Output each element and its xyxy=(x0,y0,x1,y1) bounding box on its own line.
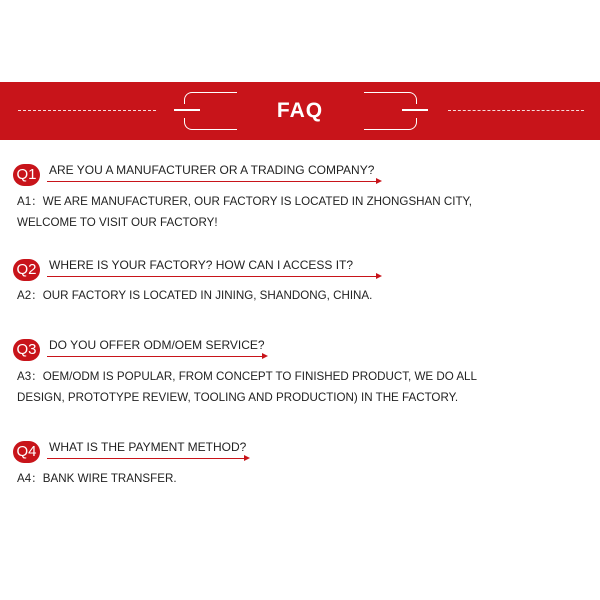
question-underline-arrow xyxy=(47,276,380,277)
question-badge: Q3 xyxy=(13,339,40,361)
faq-question-row xyxy=(0,337,600,363)
faq-question-row xyxy=(0,162,600,188)
question-text: WHAT IS THE PAYMENT METHOD? xyxy=(49,440,247,454)
faq-item xyxy=(0,257,600,302)
faq-item xyxy=(0,337,600,404)
answer-text: A2：OUR FACTORY IS LOCATED IN JINING, SHANDONG, CHINA. xyxy=(17,289,373,302)
page-title: FAQ xyxy=(276,99,324,122)
question-underline-arrow xyxy=(47,181,380,182)
question-underline-arrow xyxy=(47,356,266,357)
question-text: WHERE IS YOUR FACTORY? HOW CAN I ACCESS IT? xyxy=(49,258,354,272)
question-text: ARE YOU A MANUFACTURER OR A TRADING COMPANY? xyxy=(49,163,375,177)
faq-item xyxy=(0,439,600,485)
question-badge: Q4 xyxy=(13,441,40,463)
faq-question-row xyxy=(0,439,600,465)
question-text: DO YOU OFFER ODM/OEM SERVICE? xyxy=(49,338,265,352)
question-badge: Q2 xyxy=(13,259,40,281)
question-underline-arrow xyxy=(47,458,248,459)
answer-text: A4：BANK WIRE TRANSFER. xyxy=(17,472,177,485)
faq-header-banner xyxy=(0,82,600,140)
faq-item xyxy=(0,162,600,229)
answer-text: A1：WE ARE MANUFACTURER, OUR FACTORY IS LOCATED IN ZHONGSHAN CITY, WELCOME TO VISIT OUR FACTORY! xyxy=(17,195,473,229)
answer-text: A3：OEM/ODM IS POPULAR, FROM CONCEPT TO FINISHED PRODUCT, WE DO ALL DESIGN, PROTOTYPE REVIEW, TOOLING AND PRODUCTION) IN THE FACTORY. xyxy=(17,370,477,404)
faq-question-row xyxy=(0,257,600,283)
question-badge: Q1 xyxy=(13,164,40,186)
